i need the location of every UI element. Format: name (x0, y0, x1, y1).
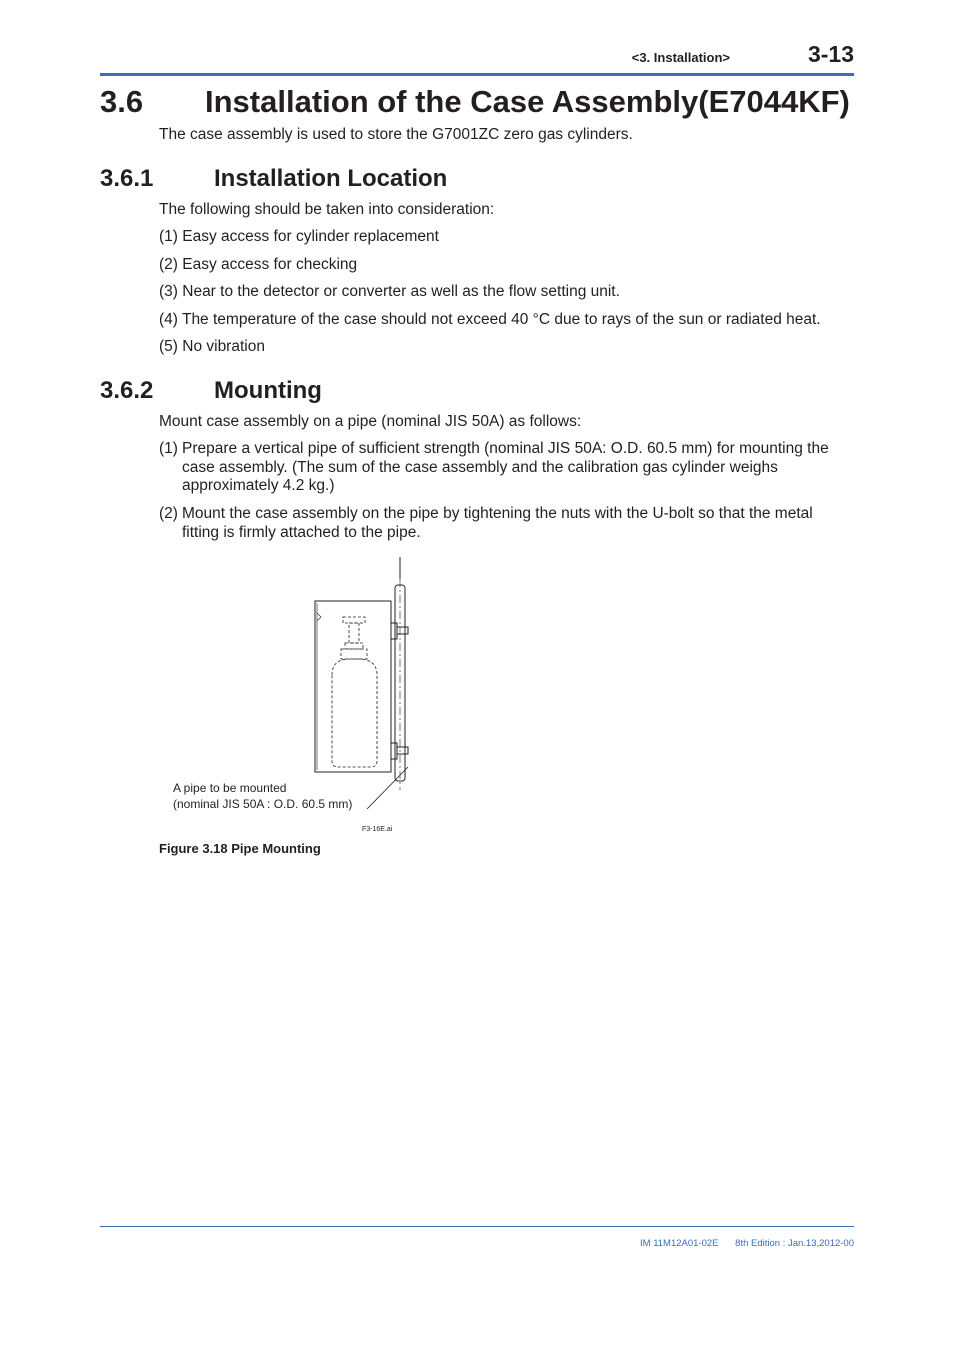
step-number: (1) (159, 440, 178, 457)
subsection-number: 3.6.1 (100, 165, 154, 192)
section-title: Installation of the Case Assembly(E7044KF) (205, 84, 850, 119)
figure-caption: Figure 3.18 Pipe Mounting (159, 841, 321, 856)
mounting-step (159, 440, 849, 496)
location-item: (1) Easy access for cylinder replacement (159, 228, 439, 245)
footer-rule (100, 1226, 854, 1227)
location-intro: The following should be taken into consideration: (159, 201, 495, 218)
location-item: (2) Easy access for checking (159, 256, 358, 273)
document-number: IM 11M12A01-02E (640, 1238, 719, 1249)
case-box (315, 601, 391, 772)
pipe-mounting-figure (160, 555, 420, 840)
section-intro: The case assembly is used to store the G7001ZC zero gas cylinders. (159, 126, 633, 143)
subsection-number: 3.6.2 (100, 377, 154, 404)
subsection-title: Installation Location (214, 165, 448, 192)
pipe-label-line1: A pipe to be mounted (173, 781, 287, 795)
location-item: (3) Near to the detector or converter as well as the flow setting unit. (159, 283, 620, 300)
subsection-heading-location (100, 165, 447, 193)
mounting-step (159, 505, 849, 542)
edition-info: 8th Edition : Jan.13,2012-00 (735, 1238, 854, 1249)
step-number: (2) (159, 505, 178, 522)
subsection-heading-mounting (100, 377, 322, 405)
pipe-label-line2: (nominal JIS 50A : O.D. 60.5 mm) (173, 797, 353, 811)
gas-cylinder (332, 617, 377, 767)
location-item: (4) The temperature of the case should not exceed 40 °C due to rays of the sun or radiated heat. (159, 311, 821, 328)
pipe-mounting-drawing (160, 555, 420, 840)
step-text: Prepare a vertical pipe of sufficient strength (nominal JIS 50A: O.D. 60.5 mm) for mounting the case assembly. (The sum of the case assembly and the calibration gas cylinder weighs approximately 4.2 kg.) (182, 440, 829, 494)
section-heading (100, 84, 850, 120)
location-item: (5) No vibration (159, 338, 265, 355)
header-rule (100, 73, 854, 76)
page-header (100, 38, 854, 74)
mounting-intro: Mount case assembly on a pipe (nominal JIS 50A) as follows: (159, 413, 582, 430)
figure-file-name: F3-16E.ai (362, 826, 393, 833)
step-text: Mount the case assembly on the pipe by tightening the nuts with the U-bolt so that the metal fitting is firmly attached to the pipe. (182, 505, 813, 541)
section-number: 3.6 (100, 84, 144, 119)
page-number: 3-13 (807, 41, 854, 67)
subsection-title: Mounting (214, 377, 322, 404)
chapter-label: <3. Installation> (631, 50, 730, 65)
